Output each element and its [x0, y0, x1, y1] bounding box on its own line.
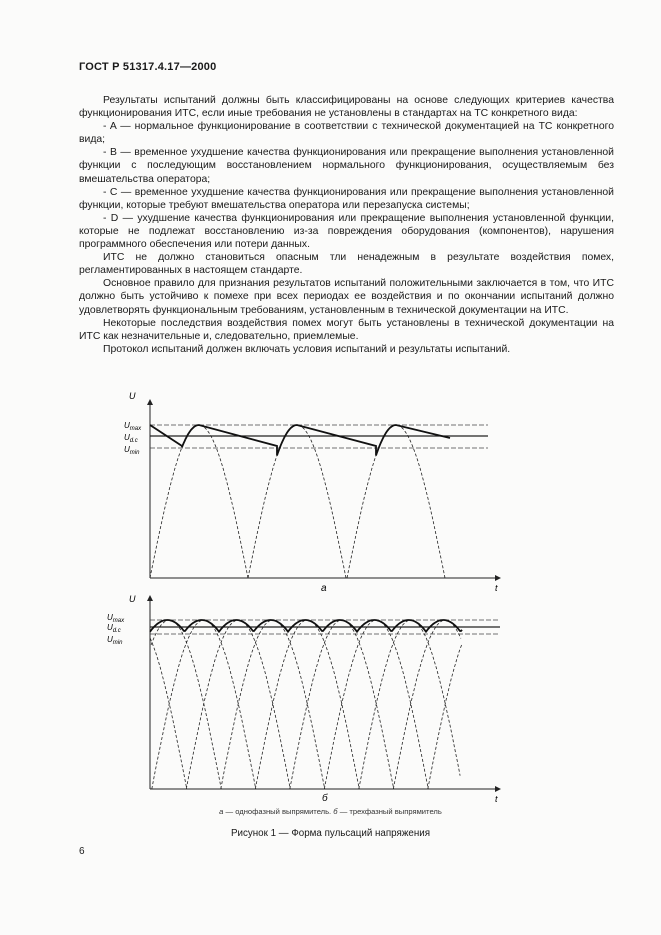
document-header: ГОСТ Р 51317.4.17—2000 — [79, 61, 217, 73]
paragraph: Некоторые последствия воздействия помех могут быть установлены в технической документации на ИТС как незначительные и, следовательно, приемлемые. — [79, 317, 614, 342]
udc-label-a: $U_{d.c}$ — [124, 433, 138, 444]
axis-t-label: t — [495, 583, 498, 593]
paragraph: - A — нормальное функционирование в соответствии с технической документацией на ТС конкретного вида; — [79, 121, 614, 146]
legend-a-letter: а — [219, 807, 224, 816]
paragraph: Протокол испытаний должен включать условия испытаний и результаты испытаний. — [103, 343, 511, 355]
figure-caption: Рисунок 1 — Форма пульсаций напряжения — [230, 828, 431, 839]
paragraph: - C — временное ухудшение качества функционирования или прекращение выполнения установленной функции, которые требуют вмешательства оператора или перезапуска системы; — [79, 186, 614, 211]
ripple-figure — [100, 392, 520, 804]
panel-b-label: б — [322, 793, 328, 804]
panel-a — [124, 392, 500, 594]
legend-a-text: — однофазный выпрямитель. — [223, 807, 334, 816]
panel-b — [107, 594, 500, 804]
paragraph: Основное правило для признания результатов испытаний положительными заключается в том, что ИТС должно быть устойчиво к помехе при всех периодах ее воздействия и по окончании испытаний должно удовлетворять функциональным требованиям, установленным в технической документации на ИТС. — [79, 278, 614, 316]
paragraph: - D — ухудшение качества функционирования или прекращение выполнения установленной функции, которые не подлежат восстановлению из-за повреждения оборудования (компонентов), нарушения программного обеспечения или потери данных. — [79, 212, 614, 251]
panel-a-label: а — [321, 583, 327, 594]
page-number: 6 — [79, 846, 85, 857]
umax-label-b: $U_{max}$ — [107, 613, 125, 624]
legend-b-letter: б — [333, 807, 338, 816]
umin-label-a: $U_{min}$ — [124, 445, 140, 456]
umin-label-b: $U_{min}$ — [107, 635, 123, 646]
paragraph: - B — временное ухудшение качества функционирования или прекращение выполнения установленной функции с последующим восстановлением нормального функционирования, осуществляемым без вмешательства оператора; — [79, 147, 614, 185]
ripple-waveform-b — [150, 620, 462, 632]
udc-label-b: $U_{d.c}$ — [107, 623, 121, 634]
phase-waves-dashed-b — [150, 620, 461, 789]
axis-t-label-b: t — [495, 794, 498, 804]
legend-b-text: — трехфазный выпрямитель — [337, 807, 442, 816]
paragraph: ИТС не должно становиться опасным тли ненадежным в результате воздействия помех, регламентированных в настоящем стандарте. — [79, 252, 614, 277]
body-text — [79, 94, 614, 356]
axis-u-label-b: U — [129, 594, 136, 604]
paragraph: Результаты испытаний должны быть классифицированы на основе следующих критериев качества функционирования ИТС, если иные требования не установлены в стандартах на ТС конкретного вида: — [79, 95, 614, 120]
figure-legend — [0, 807, 661, 816]
umax-label-a: $U_{max}$ — [124, 421, 142, 432]
axis-u-label: U — [129, 392, 136, 401]
ripple-waveform-a — [150, 425, 450, 455]
